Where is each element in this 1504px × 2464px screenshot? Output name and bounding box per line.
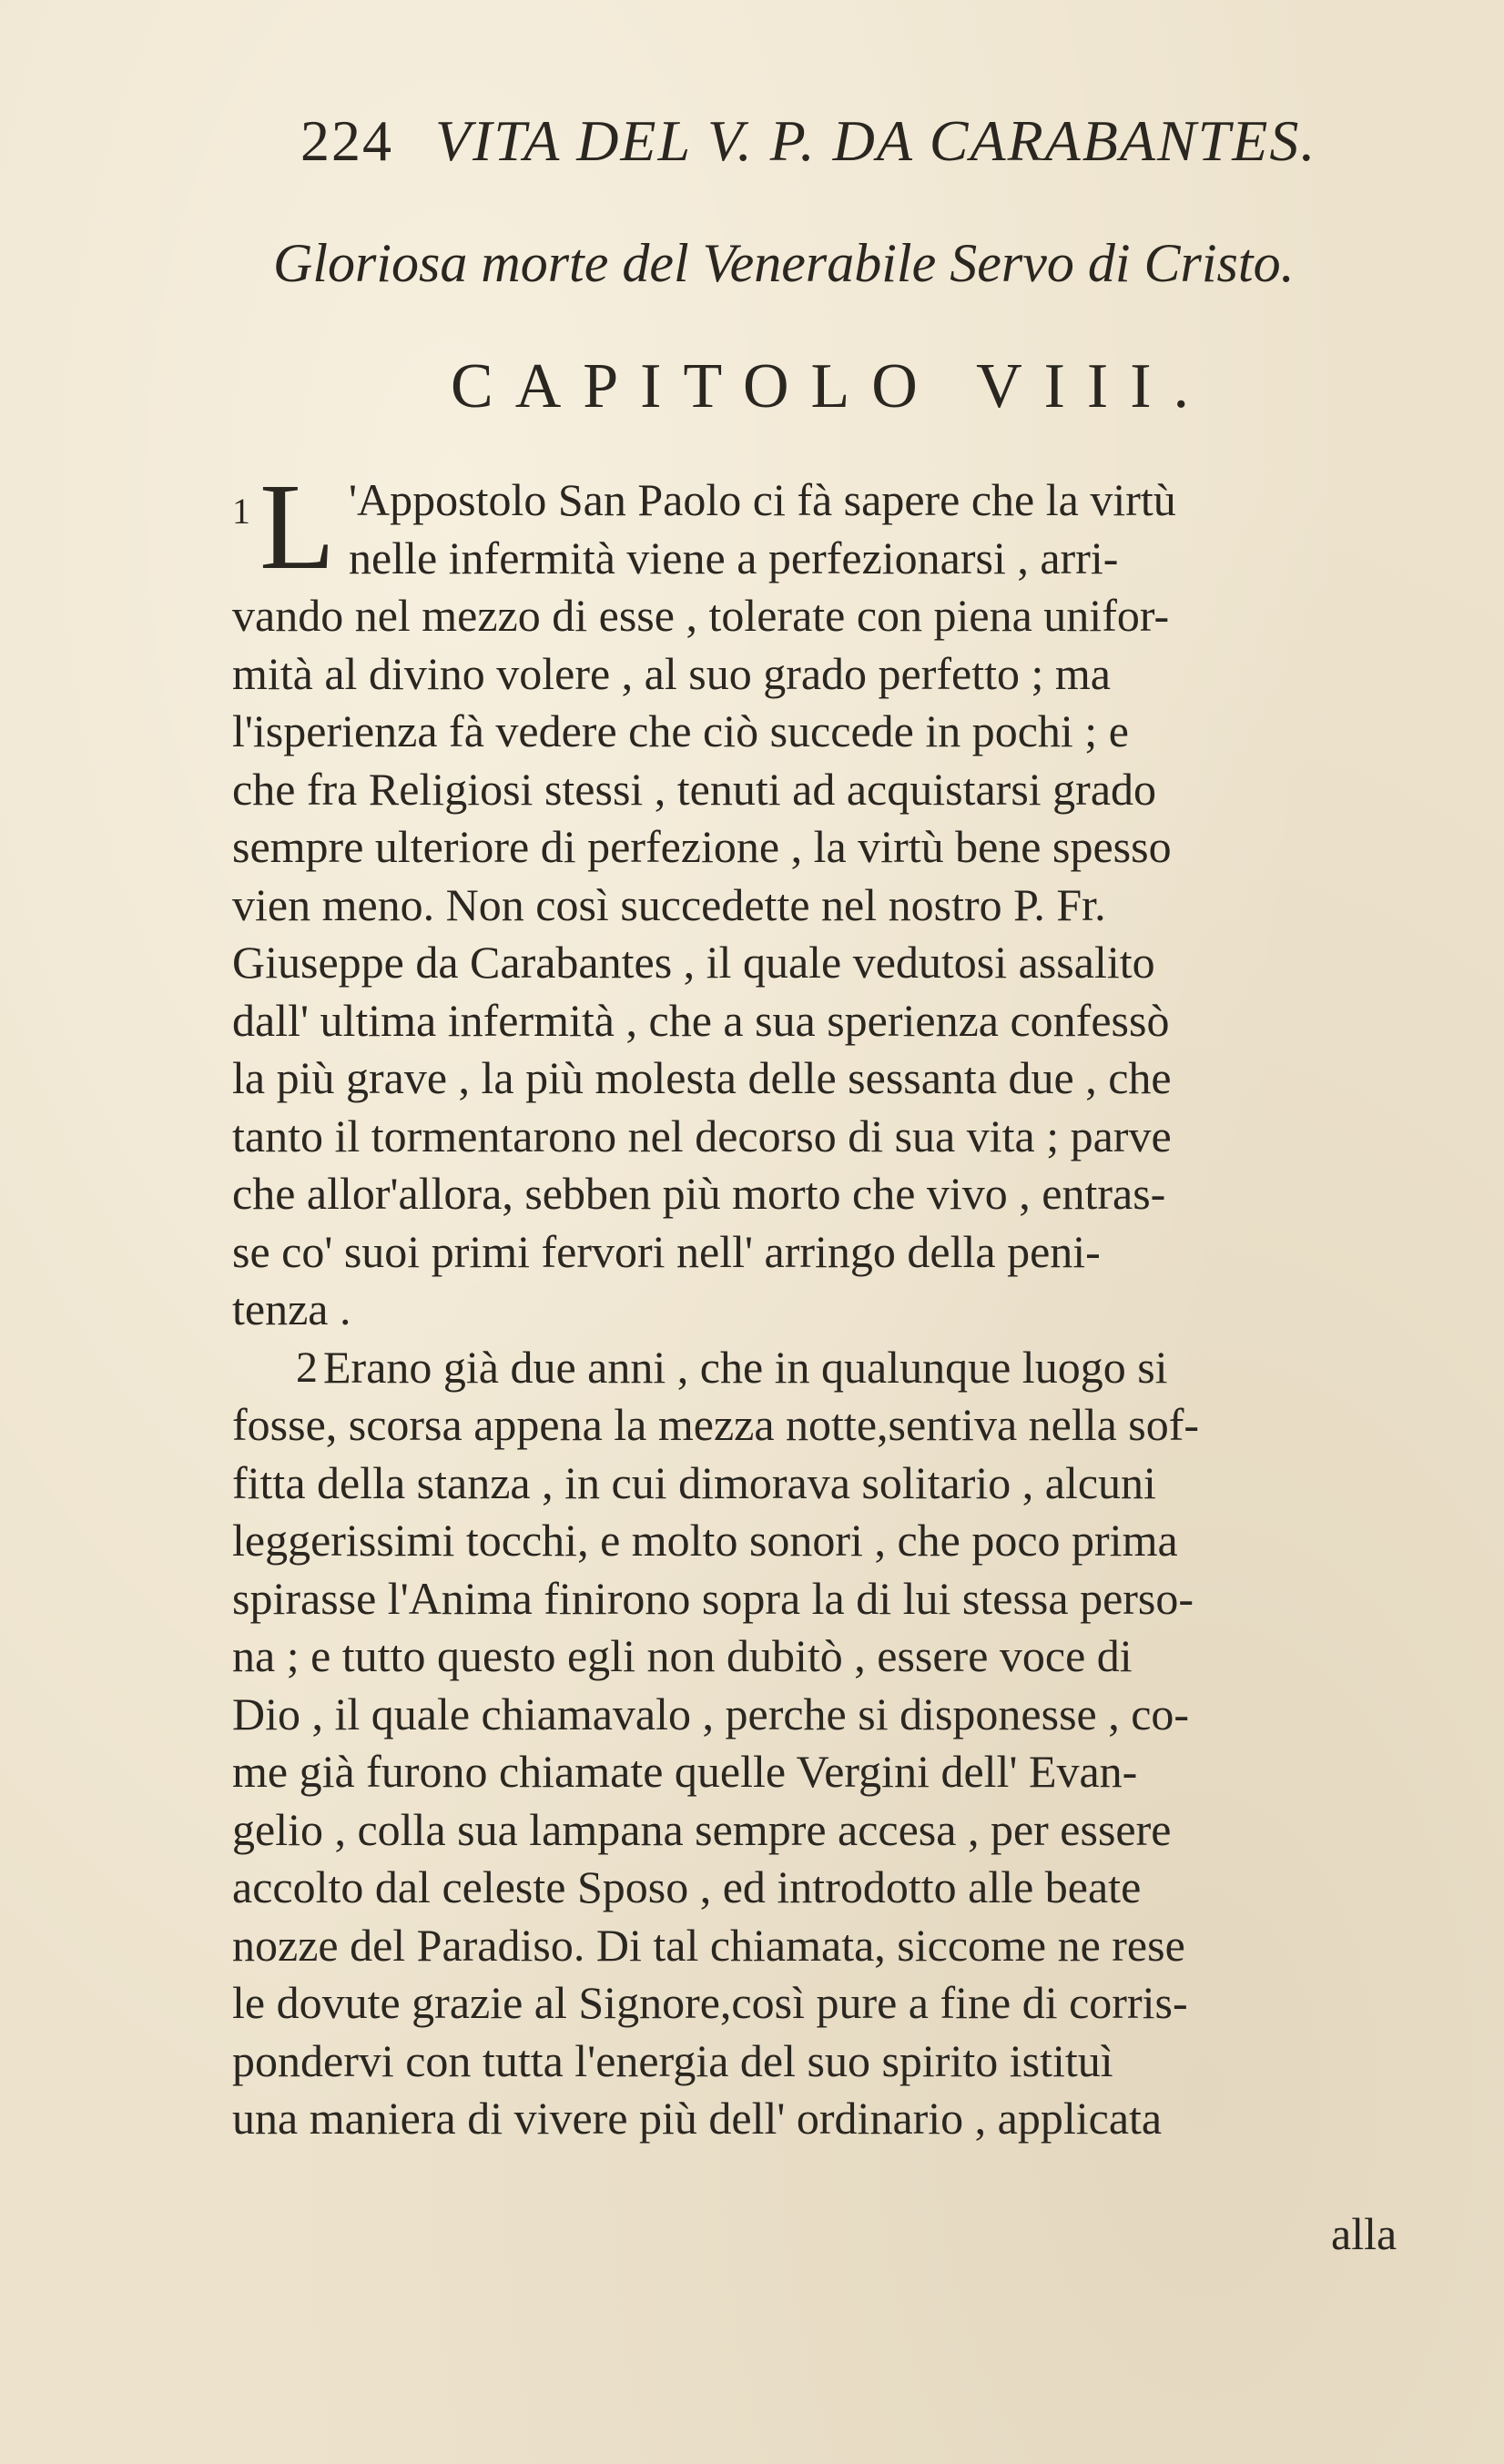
- text-line: mità al divino volere , al suo grado perfetto ; ma: [232, 647, 1111, 699]
- text-line: nozze del Paradiso. Di tal chiamata, siccome ne rese: [232, 1919, 1185, 1971]
- text-line: accolto dal celeste Sposo , ed introdotto alle beate: [232, 1861, 1142, 1912]
- text-line: pondervi con tutta l'energia del suo spirito istituì: [232, 2034, 1113, 2086]
- text-body: [232, 459, 1493, 2148]
- running-title: VITA DEL V. P. DA CARABANTES.: [435, 108, 1317, 173]
- text-line: na ; e tutto questo egli non dubitò , essere voce di: [232, 1630, 1133, 1681]
- chapter-subtitle: Gloriosa morte del Venerabile Servo di Cristo.: [273, 233, 1295, 293]
- text-line: che fra Religiosi stessi , tenuti ad acquistarsi grado: [232, 763, 1157, 815]
- text-line: vando nel mezzo di esse , tolerate con piena unifor-: [232, 590, 1170, 641]
- text-line: fitta della stanza , in cui dimorava solitario , alcuni: [232, 1456, 1156, 1508]
- text-line: 'Appostolo San Paolo ci fà sapere che la virtù: [349, 474, 1176, 525]
- text-line: le dovute grazie al Signore,così pure a fine di corris-: [232, 1977, 1188, 2028]
- text-line: gelio , colla sua lampana sempre accesa , per essere: [232, 1803, 1172, 1855]
- chapter-title: CAPITOLO VIII.: [451, 351, 1212, 421]
- text-line: una maniera di vivere più dell' ordinario , applicata: [232, 2093, 1163, 2144]
- text-line: l'isperienza fà vedere che ciò succede in pochi ; e: [232, 705, 1129, 756]
- text-line: tenza .: [232, 1283, 351, 1334]
- text-line: Dio , il quale chiamavalo , perche si disponesse , co-: [232, 1688, 1190, 1739]
- paragraph-1: [232, 459, 1493, 1339]
- drop-cap: L: [259, 459, 336, 595]
- text-line: che allor'allora, sebben più morto che vivo , entras-: [232, 1168, 1166, 1219]
- text-line: dall' ultima infermità , che a sua sperienza confessò: [232, 994, 1170, 1046]
- text-line: Erano già due anni , che in qualunque luogo si: [323, 1341, 1168, 1393]
- text-line: sempre ulteriore di perfezione , la virtù bene spesso: [232, 821, 1172, 872]
- paragraph-number: 1: [232, 491, 250, 532]
- text-line: spirasse l'Anima finirono sopra la di lui stessa perso-: [232, 1572, 1194, 1624]
- text-line: fosse, scorsa appena la mezza notte,sentiva nella sof-: [232, 1399, 1200, 1450]
- page-number: 224: [300, 108, 393, 173]
- text-line: nelle infermità viene a perfezionarsi , arri-: [349, 532, 1119, 583]
- text-line: Giuseppe da Carabantes , il quale vedutosi assalito: [232, 937, 1155, 988]
- running-head: [300, 107, 1484, 175]
- text-line: me già furono chiamate quelle Vergini dell' Evan-: [232, 1746, 1138, 1797]
- text-line: vien meno. Non così succedette nel nostro P. Fr.: [232, 878, 1106, 930]
- paragraph-2: [232, 1339, 1493, 2148]
- text-line: la più grave , la più molesta delle sessanta due , che: [232, 1052, 1172, 1103]
- catchword: alla: [1331, 2208, 1397, 2259]
- paragraph-number: 2: [296, 1343, 318, 1392]
- text-line: tanto il tormentarono nel decorso di sua vita ; parve: [232, 1110, 1172, 1161]
- text-line: se co' suoi primi fervori nell' arringo della peni-: [232, 1225, 1101, 1277]
- text-line: leggerissimi tocchi, e molto sonori , che poco prima: [232, 1515, 1178, 1566]
